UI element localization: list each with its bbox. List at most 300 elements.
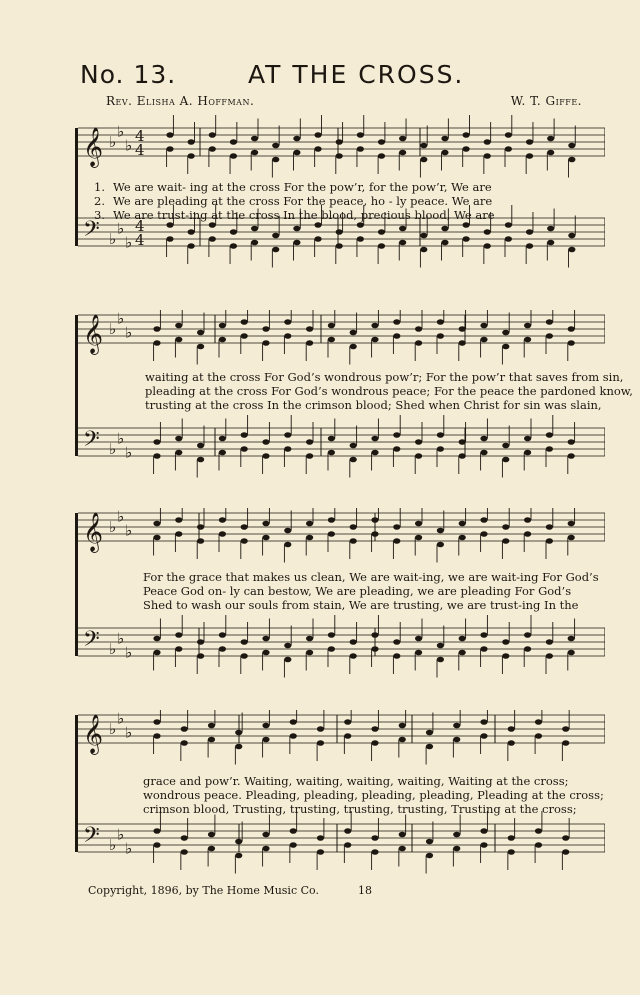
flat-sign: ♭	[109, 440, 117, 458]
note-head	[459, 650, 466, 656]
note-head	[188, 229, 195, 235]
note-head	[219, 531, 226, 537]
page-number: 18	[358, 884, 372, 897]
note-head	[344, 828, 351, 834]
flat-sign: ♭	[109, 518, 117, 536]
note-head	[480, 632, 487, 638]
note-head	[328, 436, 335, 442]
note-head	[219, 323, 226, 329]
note-head	[524, 531, 531, 537]
note-head	[251, 136, 258, 142]
note-head	[437, 333, 444, 339]
note-head	[459, 636, 466, 642]
note-head	[441, 240, 448, 246]
flat-sign: ♭	[109, 836, 117, 854]
note-head	[524, 517, 531, 523]
note-head	[524, 323, 531, 329]
note-head	[505, 222, 512, 228]
note-head	[166, 146, 173, 152]
note-head	[437, 643, 444, 649]
note-head	[505, 236, 512, 242]
note-head	[328, 632, 335, 638]
note-head	[426, 744, 433, 750]
note-head	[175, 323, 182, 329]
note-head	[219, 517, 226, 523]
note-head	[459, 340, 466, 346]
note-head	[241, 524, 248, 530]
note-head	[262, 723, 269, 729]
note-head	[547, 136, 554, 142]
note-head	[463, 146, 470, 152]
note-head	[166, 222, 173, 228]
note-head	[241, 653, 248, 659]
note-head	[415, 636, 422, 642]
note-head	[314, 222, 321, 228]
treble-clef: 𝄞	[83, 314, 104, 354]
note-head	[524, 337, 531, 343]
time-signature: 4	[135, 127, 145, 145]
note-head	[350, 457, 357, 463]
flat-sign: ♭	[125, 521, 133, 540]
note-head	[314, 146, 321, 152]
note-head	[426, 853, 433, 859]
note-head	[480, 531, 487, 537]
note-head	[546, 639, 553, 645]
note-head	[208, 737, 215, 743]
music-system-1	[75, 115, 605, 280]
note-head	[350, 639, 357, 645]
note-head	[399, 150, 406, 156]
note-head	[181, 726, 188, 732]
flat-sign: ♭	[109, 133, 117, 151]
note-head	[524, 632, 531, 638]
note-head	[502, 538, 509, 544]
note-head	[153, 650, 160, 656]
note-head	[437, 446, 444, 452]
note-head	[562, 726, 569, 732]
note-head	[209, 236, 216, 242]
note-head	[508, 849, 515, 855]
flat-sign: ♭	[125, 323, 133, 342]
lyrics-block	[75, 774, 640, 816]
note-head	[393, 446, 400, 452]
lyric-line: wondrous peace. Pleading, pleading, pleading, pleading, Pleading at the cross;	[143, 788, 604, 802]
note-head	[535, 733, 542, 739]
bass-clef: 𝄢	[83, 217, 100, 247]
note-head	[219, 632, 226, 638]
note-head	[562, 835, 569, 841]
note-head	[480, 646, 487, 652]
hymn-number: No. 13.	[80, 60, 177, 89]
note-head	[480, 733, 487, 739]
note-head	[251, 240, 258, 246]
note-head	[153, 733, 160, 739]
note-head	[219, 646, 226, 652]
note-head	[502, 344, 509, 350]
lyric-line: grace and pow’r. Waiting, waiting, waiting, waiting, Waiting at the cross;	[143, 774, 569, 788]
note-head	[153, 842, 160, 848]
note-head	[508, 726, 515, 732]
note-head	[175, 436, 182, 442]
flat-sign: ♭	[125, 443, 133, 462]
note-head	[547, 240, 554, 246]
note-head	[459, 535, 466, 541]
note-head	[420, 157, 427, 163]
note-head	[415, 326, 422, 332]
note-head	[314, 236, 321, 242]
note-head	[526, 153, 533, 159]
note-head	[453, 723, 460, 729]
note-head	[328, 450, 335, 456]
note-head	[284, 319, 291, 325]
music-system-2	[75, 310, 633, 495]
note-head	[547, 150, 554, 156]
note-head	[502, 639, 509, 645]
note-head	[272, 157, 279, 163]
note-head	[328, 517, 335, 523]
flat-sign: ♭	[125, 233, 133, 252]
note-head	[378, 139, 385, 145]
note-head	[371, 323, 378, 329]
note-head	[235, 730, 242, 736]
note-head	[441, 150, 448, 156]
note-head	[415, 439, 422, 445]
note-head	[197, 457, 204, 463]
note-head	[230, 153, 237, 159]
note-head	[230, 243, 237, 249]
note-head	[306, 453, 313, 459]
note-head	[459, 521, 466, 527]
note-head	[399, 846, 406, 852]
lyric-line: 1. We are wait- ing at the cross For the pow’r, for the pow’r, We are	[94, 180, 492, 194]
note-head	[317, 849, 324, 855]
note-head	[378, 153, 385, 159]
note-head	[208, 832, 215, 838]
note-head	[317, 740, 324, 746]
note-head	[350, 330, 357, 336]
note-head	[378, 229, 385, 235]
note-head	[459, 326, 466, 332]
note-head	[175, 337, 182, 343]
note-head	[526, 229, 533, 235]
note-head	[153, 719, 160, 725]
note-head	[251, 150, 258, 156]
note-head	[197, 524, 204, 530]
lyric-line: 2. We are pleading at the cross For the peace, ho - ly peace. We are	[94, 194, 493, 208]
note-head	[546, 446, 553, 452]
note-head	[502, 330, 509, 336]
note-head	[284, 446, 291, 452]
note-head	[568, 340, 575, 346]
note-head	[399, 240, 406, 246]
flat-sign: ♭	[125, 643, 133, 662]
note-head	[426, 839, 433, 845]
note-head	[153, 439, 160, 445]
note-head	[284, 528, 291, 534]
note-head	[568, 521, 575, 527]
note-head	[568, 650, 575, 656]
note-head	[357, 222, 364, 228]
lyrics-block	[75, 370, 640, 412]
note-head	[399, 226, 406, 232]
note-head	[371, 531, 378, 537]
note-head	[306, 326, 313, 332]
flat-sign: ♭	[109, 640, 117, 658]
flat-sign: ♭	[117, 629, 125, 648]
note-head	[453, 846, 460, 852]
note-head	[505, 146, 512, 152]
note-head	[166, 132, 173, 138]
note-head	[344, 733, 351, 739]
note-head	[546, 319, 553, 325]
note-head	[175, 517, 182, 523]
note-head	[480, 719, 487, 725]
flat-sign: ♭	[125, 136, 133, 155]
note-head	[399, 832, 406, 838]
note-head	[393, 319, 400, 325]
lyrics-block	[75, 180, 605, 222]
note-head	[357, 132, 364, 138]
author-credit: Rev. Elisha A. Hoffman.	[106, 94, 255, 108]
note-head	[399, 723, 406, 729]
note-head	[535, 828, 542, 834]
note-head	[328, 337, 335, 343]
note-head	[459, 439, 466, 445]
note-head	[371, 450, 378, 456]
note-head	[181, 849, 188, 855]
flat-sign: ♭	[117, 429, 125, 448]
note-head	[371, 337, 378, 343]
note-head	[453, 832, 460, 838]
note-head	[262, 521, 269, 527]
note-head	[188, 243, 195, 249]
note-head	[293, 136, 300, 142]
note-head	[241, 319, 248, 325]
lyric-line: Peace God on- ly can bestow, We are pleading, we are pleading For God’s	[143, 584, 572, 598]
note-head	[219, 337, 226, 343]
flat-sign: ♭	[117, 219, 125, 238]
note-head	[420, 247, 427, 253]
note-head	[235, 839, 242, 845]
note-head	[262, 636, 269, 642]
note-head	[371, 436, 378, 442]
note-head	[209, 132, 216, 138]
note-head	[336, 153, 343, 159]
note-head	[197, 344, 204, 350]
note-head	[547, 226, 554, 232]
note-head	[328, 531, 335, 537]
note-head	[336, 229, 343, 235]
note-head	[437, 432, 444, 438]
note-head	[262, 453, 269, 459]
note-head	[197, 639, 204, 645]
note-head	[459, 453, 466, 459]
note-head	[197, 443, 204, 449]
note-head	[484, 229, 491, 235]
note-head	[524, 450, 531, 456]
note-head	[420, 233, 427, 239]
note-head	[502, 457, 509, 463]
note-head	[524, 436, 531, 442]
note-head	[415, 535, 422, 541]
note-head	[153, 535, 160, 541]
note-head	[480, 517, 487, 523]
note-head	[568, 233, 575, 239]
note-head	[371, 726, 378, 732]
note-head	[290, 733, 297, 739]
note-head	[262, 326, 269, 332]
note-head	[317, 726, 324, 732]
note-head	[484, 153, 491, 159]
note-head	[393, 333, 400, 339]
lyric-line: pleading at the cross For God’s wondrous peace; For the peace the pardoned know,	[145, 384, 633, 398]
note-head	[371, 517, 378, 523]
note-head	[453, 737, 460, 743]
note-head	[546, 333, 553, 339]
note-head	[378, 243, 385, 249]
music-system-4	[75, 710, 605, 880]
note-head	[153, 340, 160, 346]
note-head	[209, 222, 216, 228]
note-head	[272, 247, 279, 253]
note-head	[399, 136, 406, 142]
note-head	[480, 842, 487, 848]
note-head	[502, 443, 509, 449]
note-head	[328, 646, 335, 652]
note-head	[209, 146, 216, 152]
note-head	[262, 340, 269, 346]
lyric-line: 3. We are trust-ing at the cross In the blood, precious blood, We are	[94, 208, 495, 222]
note-head	[175, 632, 182, 638]
note-head	[463, 236, 470, 242]
note-head	[508, 740, 515, 746]
time-signature: 4	[135, 217, 145, 235]
note-head	[262, 737, 269, 743]
note-head	[306, 535, 313, 541]
treble-clef: 𝄞	[83, 714, 104, 754]
note-head	[284, 657, 291, 663]
note-head	[153, 636, 160, 642]
note-head	[235, 853, 242, 859]
note-head	[480, 828, 487, 834]
note-head	[350, 524, 357, 530]
note-head	[306, 636, 313, 642]
note-head	[484, 243, 491, 249]
note-head	[208, 846, 215, 852]
note-head	[230, 139, 237, 145]
note-head	[153, 828, 160, 834]
flat-sign: ♭	[109, 720, 117, 738]
note-head	[502, 653, 509, 659]
note-head	[153, 453, 160, 459]
treble-clef: 𝄞	[83, 512, 104, 552]
note-head	[262, 832, 269, 838]
note-head	[546, 653, 553, 659]
note-head	[393, 524, 400, 530]
note-head	[371, 646, 378, 652]
note-head	[262, 650, 269, 656]
note-head	[241, 538, 248, 544]
lyric-line: trusting at the cross In the crimson blood; Shed when Christ for sin was slain,	[145, 398, 602, 412]
note-head	[350, 538, 357, 544]
note-head	[241, 446, 248, 452]
note-head	[241, 639, 248, 645]
note-head	[219, 436, 226, 442]
note-head	[463, 132, 470, 138]
note-head	[437, 542, 444, 548]
note-head	[357, 146, 364, 152]
note-head	[262, 846, 269, 852]
bass-clef: 𝄢	[83, 427, 100, 457]
note-head	[230, 229, 237, 235]
note-head	[306, 650, 313, 656]
note-head	[241, 432, 248, 438]
note-head	[568, 535, 575, 541]
note-head	[393, 639, 400, 645]
note-head	[568, 636, 575, 642]
note-head	[505, 132, 512, 138]
note-head	[328, 323, 335, 329]
note-head	[568, 326, 575, 332]
note-head	[188, 153, 195, 159]
note-head	[306, 439, 313, 445]
copyright-notice: Copyright, 1896, by The Home Music Co.	[88, 884, 319, 897]
note-head	[508, 835, 515, 841]
lyric-line: Shed to wash our souls from stain, We are trusting, we are trust-ing In the	[143, 598, 579, 612]
note-head	[437, 657, 444, 663]
time-signature: 4	[135, 231, 145, 249]
lyrics-block	[75, 570, 640, 612]
note-head	[290, 828, 297, 834]
note-head	[181, 740, 188, 746]
note-head	[166, 236, 173, 242]
note-head	[415, 340, 422, 346]
note-head	[336, 243, 343, 249]
note-head	[441, 226, 448, 232]
note-head	[262, 535, 269, 541]
note-head	[175, 450, 182, 456]
flat-sign: ♭	[109, 320, 117, 338]
note-head	[371, 740, 378, 746]
note-head	[371, 632, 378, 638]
note-head	[153, 521, 160, 527]
note-head	[262, 439, 269, 445]
hymn-title: AT THE CROSS.	[248, 60, 465, 89]
flat-sign: ♭	[117, 710, 125, 728]
lyric-line: For the grace that makes us clean, We are wait-ing, we are wait-ing For God’s	[143, 570, 599, 584]
note-head	[546, 432, 553, 438]
note-head	[568, 143, 575, 149]
note-head	[393, 653, 400, 659]
note-head	[399, 737, 406, 743]
flat-sign: ♭	[117, 122, 125, 141]
flat-sign: ♭	[117, 310, 125, 328]
note-head	[284, 432, 291, 438]
note-head	[314, 132, 321, 138]
note-head	[208, 723, 215, 729]
note-head	[420, 143, 427, 149]
flat-sign: ♭	[117, 508, 125, 526]
note-head	[415, 453, 422, 459]
note-head	[317, 835, 324, 841]
note-head	[415, 650, 422, 656]
note-head	[484, 139, 491, 145]
note-head	[415, 521, 422, 527]
note-head	[197, 653, 204, 659]
note-head	[153, 326, 160, 332]
note-head	[526, 243, 533, 249]
note-head	[357, 236, 364, 242]
